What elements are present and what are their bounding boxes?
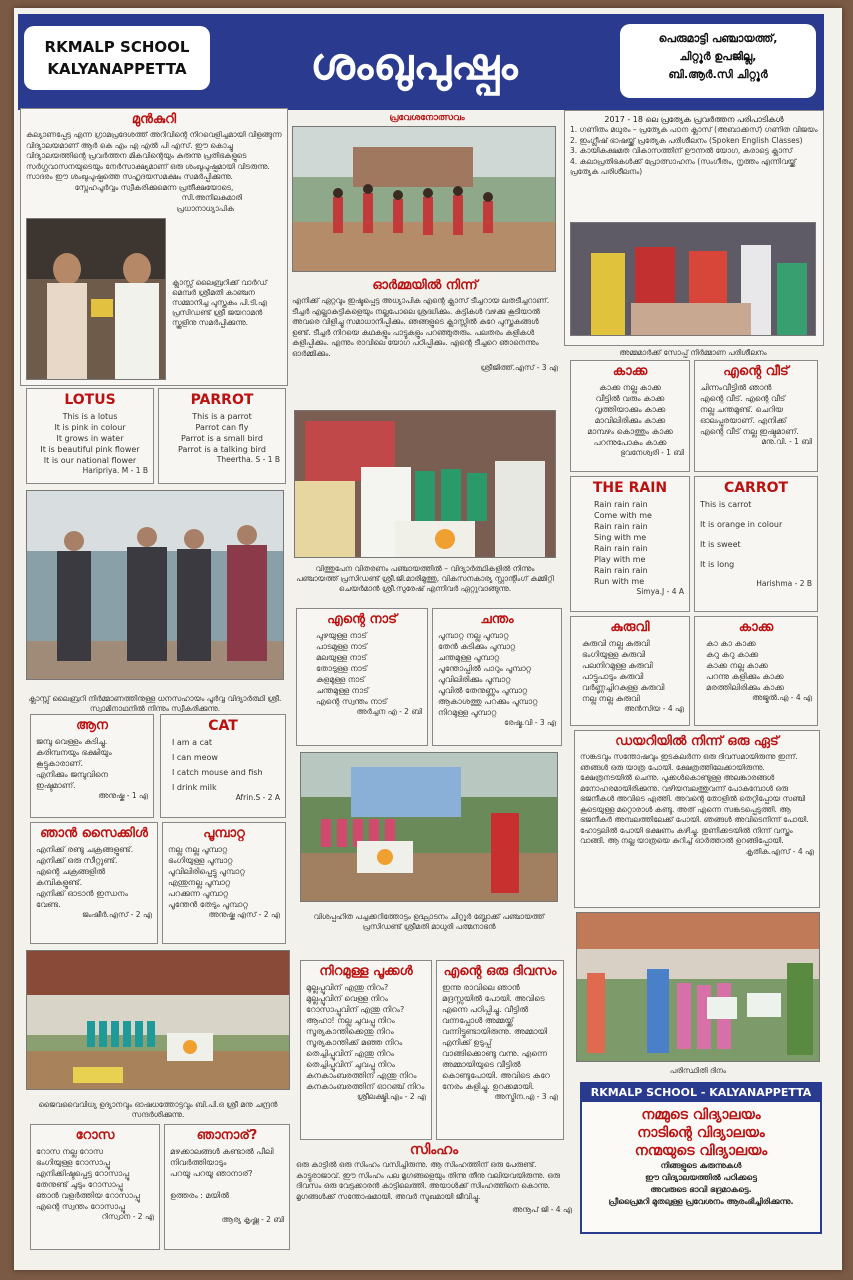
niramulla-pookkal-box bbox=[300, 960, 432, 1140]
ente-veed-lines bbox=[700, 382, 812, 437]
ormayil-title: ഓർമ്മയിൽ നിന്ന് bbox=[372, 278, 478, 293]
poompatta-title: പൂമ്പാറ്റ bbox=[203, 826, 245, 841]
kuruvi-line: വർണ്ണച്ചിറകുള്ള കുരുവി bbox=[582, 683, 665, 692]
lotus-line: It is beautiful pink flower bbox=[40, 445, 140, 454]
slogan-box bbox=[580, 1082, 822, 1234]
poompatta-line: നല്ല നല്ല പൂമ്പാറ്റ bbox=[168, 845, 228, 854]
diary-body: സങ്കടവും സന്തോഷവും ഇടകലർന്ന ഒരു ദിവസമായിരുന്നു ഇന്ന്. ഞങ്ങൾ ഒരു യാത്ര പോയി. ക്ഷേത്രത്തിലേക്കായിരുന്നു. ക്ഷേത്രനടയിൽ ചെന്നു. പൂക്കൾകൊണ്ടുള്ള അലങ്കാരങ്ങൾ മനോഹരമായിരിക്കുന്നു. വഴിയമ്പലത്തുവന്ന് പോകുമ്പോൾ ഒരു ഭജനീകൾ അവിടെ എത്തി. അവന്റെ തോളിൽ തെറ്റിപ്പോയ സഞ്ചി കൂടെയുള്ള മറ്റൊരാൾ കണ്ടു. അത് എന്നെ സങ്കടപ്പെടുത്തി. ആ ഭജനീകർ അമ്പലത്തിലേക്ക് പോയി. ഞങ്ങൾ അവിടെനിന്ന് പോയി. ഹോട്ടലിൽ പോയി ഭക്ഷണം കഴിച്ചു. തുണിക്കടയിൽ നിന്ന് വസ്ത്രം വാങ്ങി. ആ നല്ല യാത്രയെ കുറിച്ച് ഓർത്താൽ ഉറങ്ങിപ്പോയി. bbox=[580, 752, 809, 845]
slogan-header: RKMALP SCHOOL - KALYANAPPETTA bbox=[582, 1084, 820, 1102]
kuruvi-line: ഭംഗിയുള്ള കുരുവി bbox=[582, 650, 646, 659]
vegetable-garden-photo-svg bbox=[301, 753, 558, 902]
biodiversity-park-photo bbox=[26, 950, 290, 1090]
niramulla-pookkal-line: തെച്ചിപ്പൂവിന് ചുവപ്പു നിറം bbox=[306, 1060, 396, 1069]
diary-title: ഡയറിയിൽ നിന്ന് ഒരു ഏട് bbox=[615, 734, 779, 749]
lotus-author: Haripriya. M - 1 B bbox=[82, 466, 148, 475]
chantham-lines bbox=[438, 630, 556, 718]
kaakka2-box bbox=[694, 616, 818, 726]
ente-naad-box bbox=[296, 608, 428, 746]
simham-section bbox=[296, 1142, 572, 1254]
seed-pen-photo-svg bbox=[295, 411, 556, 558]
kaakka1-line: വൃത്തിയാക്കും കാക്ക bbox=[594, 405, 666, 414]
ente-veed-line: എന്റെ വീട് നല്ല ഇഷ്ടമാണ്. bbox=[700, 427, 799, 436]
library-fund-photo bbox=[26, 490, 284, 680]
ente-veed-box bbox=[694, 360, 818, 472]
slogan-line2: നാടിന്റെ വിദ്യാലയം bbox=[637, 1125, 765, 1141]
aana-line: കൂട്ടുകാരാണ്. bbox=[36, 759, 84, 768]
kaakka1-box bbox=[570, 360, 690, 472]
kaakka1-lines bbox=[576, 382, 684, 448]
ente-divasam-line: വാങ്ങിക്കൊണ്ടു വന്നു. എന്നെ bbox=[442, 1049, 548, 1058]
pravesanolsavam-title: പ്രവേശനോത്സവം bbox=[389, 113, 465, 123]
ente-divasam-author: അസ്മിന.എ - 3 എ bbox=[494, 1092, 558, 1101]
njan-cycle-line: വേണ്ട. bbox=[36, 900, 61, 909]
kuruvi-author: അൻസിയ - 4 എ bbox=[624, 704, 684, 713]
njan-cycle-line: എനിക്ക് ഒരു സീറ്റുണ്ട്. bbox=[36, 856, 118, 865]
niramulla-pookkal-title: നിറമുള്ള പൂക്കൾ bbox=[319, 964, 413, 979]
chantham-line: തേൻ കുടിക്കും പൂമ്പാറ്റ bbox=[438, 642, 516, 651]
lotus-line: It is our national flower bbox=[43, 456, 137, 465]
carrot-line: It is long bbox=[700, 560, 735, 569]
poompatta-line: പൂവിലിരിപ്പെട്ടു പൂമ്പാറ്റ bbox=[168, 867, 245, 876]
kuruvi-lines bbox=[576, 638, 684, 704]
rosa-line: തേനുണ്ട് ചുടും റോസാപ്പൂ bbox=[36, 1180, 123, 1189]
niramulla-pookkal-line: സൂര്യകാന്തിക്കെന്തു നിറം bbox=[306, 1027, 394, 1036]
aana-line: കരിമ്പനയും ഭക്ഷിയും bbox=[36, 748, 112, 757]
ente-divasam-line: വന്നിട്ടുണ്ടായിരുന്നു. അമ്മായി bbox=[442, 1027, 548, 1036]
chantham-line: നിറമുള്ള പൂമ്പാറ്റ bbox=[438, 708, 497, 717]
poompatta-line: പറക്കുന്ന പൂമ്പാറ്റ bbox=[168, 889, 229, 898]
ormayil-section bbox=[292, 278, 558, 410]
location-line2: ചിറ്റൂർ ഉപജില്ല, bbox=[679, 50, 757, 63]
ente-veed-line: ചിന്നംവീട്ടിൽ ഞാൻ bbox=[700, 383, 772, 392]
ente-naad-line: ചന്തമുള്ള നാട് bbox=[316, 686, 369, 695]
biodiversity-park-caption: ജൈവവൈവിധ്യ ഉദ്യാനവും ഓഷധത്തോട്ടവും ബി.പി.ഒ ശ്രീ മനു ചന്ദ്രൻ സന്ദർശിക്കുന്നു. bbox=[38, 1100, 278, 1119]
ente-naad-title: എന്റെ നാട് bbox=[327, 612, 397, 627]
poompatta-line: എന്തുനല്ല പൂമ്പാറ്റ bbox=[168, 878, 231, 887]
ente-divasam-line: എന്നെ പഠിപ്പിച്ചു. വീട്ടിൽ bbox=[442, 1005, 529, 1014]
carrot-box bbox=[694, 476, 818, 612]
rain-line: Rain rain rain bbox=[594, 544, 648, 553]
njanaar-lines bbox=[170, 1146, 284, 1201]
ente-veed-title: എന്റെ വീട് bbox=[723, 364, 789, 379]
rain-author: Simya.J - 4 A bbox=[636, 587, 684, 596]
rain-title: THE RAIN bbox=[592, 480, 668, 496]
ormayil-body: എനിക്ക് ഏറ്റവും ഇഷ്ടപ്പെട്ട അധ്യാപിക എന്റെ ക്ലാസ് ടീച്ചറായ ലതടീച്ചറാണ്. ടീച്ചർ എല്ലാകുട്ടികളെയും നല്ലപോലെ ശ്രദ്ധിക്കും. കുട്ടികൾ വഴക്കു കൂടിയാൽ അവരെ വിളിച്ചു സമാധാനിപ്പിക്കും. ഞങ്ങളുടെ ക്ലാസ്സിൽ കുറേ പുസ്തകങ്ങൾ ഉണ്ട്. ടീച്ചർ നിറയെ കഥകളും പാട്ടുകളും പറഞ്ഞുതരും. പലതരം കളികൾ കളിപ്പിക്കും. എന്നും രാവിലെ യോഗ പഠിപ്പിക്കും. എന്റെ ടീച്ചറെ ഞാനെന്നും ഓർമ്മിക്കും. bbox=[292, 296, 550, 358]
kaakka1-line: വീട്ടിൽ വരും കാക്ക bbox=[595, 394, 665, 403]
ente-naad-line: പാടമുള്ള നാട് bbox=[316, 642, 368, 651]
carrot-line: This is carrot bbox=[700, 500, 752, 509]
location-line3: ബി.ആർ.സി ചിറ്റൂർ bbox=[668, 68, 768, 81]
aana-author: അനുഷ്ക - 1 എ bbox=[98, 791, 148, 800]
soap-training-caption: അമ്മമാർക്ക് സോപ്പ് നിർമ്മാണ പരിശീലനം bbox=[619, 348, 767, 357]
njan-cycle-title: ഞാൻ സൈക്കിൾ bbox=[40, 826, 148, 841]
ente-veed-author: മനു.വി. - 1 ബി bbox=[761, 437, 812, 446]
kuruvi-line: പാട്ടുപാടും കുരുവി bbox=[582, 672, 644, 681]
rosa-author: റിസ്വാന - 2 എ bbox=[101, 1212, 154, 1221]
rain-box bbox=[570, 476, 690, 612]
parrot-title: PARROT bbox=[190, 392, 254, 408]
poompatta-line: ഭംഗിയുള്ള പൂമ്പാറ്റ bbox=[168, 856, 233, 865]
slogan-sub4: പ്രീപ്രൈമറി മുതലുള്ള പ്രവേശനം ആരംഭിച്ചിരിക്കുന്നു. bbox=[608, 1197, 794, 1206]
slogan-sub2: ഈ വിദ്യാലയത്തിൽ പഠിക്കട്ടെ bbox=[645, 1173, 757, 1182]
kaakka1-author: ഭുവനേശ്വരി - 1 ബി bbox=[620, 448, 684, 457]
rain-line: Rain rain rain bbox=[594, 566, 648, 575]
niramulla-pookkal-author: ശ്രീലക്ഷ്മി.എം - 2 എ bbox=[357, 1092, 426, 1101]
kuruvi-line: കുരുവി നല്ല കുരുവി bbox=[582, 639, 650, 648]
kaakka2-author: അജ്മൽ.എ - 4 എ bbox=[752, 693, 812, 702]
lotus-box bbox=[26, 388, 154, 484]
ente-divasam-line: നേരം കളിച്ചു. ഉറക്കമായി. bbox=[442, 1082, 535, 1091]
kuruvi-title: കുരുവി bbox=[610, 620, 650, 635]
carrot-author: Harishma - 2 B bbox=[756, 579, 812, 588]
program-item-3: 3. കായികക്ഷമത വികാസത്തിന് ഊന്നൽ യോഗ, കരാട്ടെ ക്ലാസ് bbox=[570, 146, 793, 155]
chantham-box bbox=[432, 608, 562, 746]
njan-cycle-line: എനിക്ക് ഓടാൻ ഇന്ധനം bbox=[36, 889, 128, 898]
carrot-title: CARROT bbox=[723, 480, 789, 496]
program-item-1: 1. ഗണിതം മധുരം – പ്രത്യേക പഠന ക്ലാസ് (അബാക്കസ്) ഗണിത വിജയം bbox=[570, 125, 818, 134]
njanaar-line: പറയൂ പറയൂ ഞാനാര്? bbox=[170, 1169, 253, 1178]
poompatta-lines bbox=[168, 844, 280, 910]
rain-line: Sing with me bbox=[594, 533, 647, 542]
parrot-line: Parrot can fly bbox=[195, 423, 249, 432]
ente-naad-line: പുഴയുള്ള നാട് bbox=[316, 631, 367, 640]
rosa-line: ഭംഗിയുള്ള റോസാപ്പൂ bbox=[36, 1158, 110, 1167]
rosa-title: റോസ bbox=[75, 1128, 115, 1143]
cat-line: I am a cat bbox=[172, 738, 213, 747]
simham-author: അനൂപ് ജി - 4 എ bbox=[512, 1205, 572, 1214]
ormayil-author: ശ്രീജിത്ത്.എസ് - 3 എ bbox=[480, 363, 558, 372]
rosa-line: റോസ നല്ല റോസ bbox=[36, 1147, 104, 1156]
chantham-line: പൂവിൽ തേനുണ്ണും പൂമ്പാറ്റ bbox=[438, 686, 528, 695]
kaakka2-title: കാക്ക bbox=[738, 620, 774, 635]
chantham-line: പൂവിലിരിക്കും പൂമ്പാറ്റ bbox=[438, 675, 511, 684]
rain-lines bbox=[576, 499, 684, 587]
poompatta-box bbox=[162, 822, 286, 944]
chantham-line: പൂമ്പാറ്റ നല്ല പൂമ്പാറ്റ bbox=[438, 631, 509, 640]
rain-line: Rain rain rain bbox=[594, 500, 648, 509]
environment-day-photo-svg bbox=[577, 913, 820, 1062]
poompatta-author: അനുഷ്ക എസ് - 2 എ bbox=[208, 910, 280, 919]
soap-training-photo-svg bbox=[571, 223, 816, 336]
program-item-2: 2. ഇംഗ്ലീഷ് ഭാഷയ്ക്ക് പ്രത്യേക പരിശീലനം (Spoken English Classes) bbox=[570, 135, 803, 145]
diary-box bbox=[574, 730, 820, 908]
library-donation-photo bbox=[26, 218, 166, 380]
library-fund-caption: ക്ലാസ്സ് ലൈബ്രറി നിർമ്മാണത്തിനുള്ള ധനസഹായം പൂർവ്വ വിദ്യാർത്ഥി ശ്രീ. സ്വാമിനാഥനിൽ നിന്നും സ്വീകരിക്കുന്നു. bbox=[28, 694, 282, 713]
cat-box bbox=[160, 714, 286, 818]
njanaar-title: ഞാനാര്? bbox=[196, 1128, 258, 1143]
rain-line: Come with me bbox=[594, 511, 652, 520]
rosa-line: എന്റെ സ്വന്തം റോസാപ്പൂ bbox=[36, 1202, 126, 1211]
slogan-line1: നമ്മുടെ വിദ്യാലയം bbox=[641, 1107, 761, 1123]
chantham-line: ആകാശത്തു പറക്കും പൂമ്പാറ്റ bbox=[438, 697, 538, 706]
njan-cycle-box bbox=[30, 822, 158, 944]
parrot-line: Parrot is a talking bird bbox=[178, 445, 266, 454]
kaakka2-line: കറു കറു കാക്ക bbox=[706, 650, 759, 659]
njanaar-box bbox=[164, 1124, 290, 1250]
rosa-line: എനിക്കിഷ്ടപ്പെട്ട റോസാപ്പൂ bbox=[36, 1169, 130, 1178]
rain-line: Run with me bbox=[594, 577, 645, 586]
aana-lines bbox=[36, 736, 148, 791]
location-line1: പെരുമാട്ടി പഞ്ചായത്ത്, bbox=[658, 32, 778, 45]
simham-body: ഒരു കാട്ടിൽ ഒരു സിംഹം വസിച്ചിരുന്നു. ആ സിംഹത്തിന് ഒരു പേരുണ്ട്. കാട്ടുരാജാവ്. ഈ സിംഹം പല മൃഗങ്ങളെയും തിന്നു തീനു വലിയവയിരുന്നു. ഒരു ദിവസം ഒരു വേട്ടക്കാരൻ കാട്ടിലെത്തി. അയാൾക്ക് സിംഹത്തിനെ കൊന്നു. മൃഗങ്ങൾക്ക് സന്തോഷമായി. അവർ സുഖമായി ജീവിച്ചു. bbox=[296, 1160, 560, 1201]
chantham-author: രേഷ്മ.വി - 3 എ bbox=[504, 718, 556, 727]
soap-training-photo bbox=[570, 222, 816, 336]
kaakka1-line: മാമ്പഴം കൊത്തും കാക്ക bbox=[587, 427, 673, 436]
kuruvi-box bbox=[570, 616, 690, 726]
kaakka1-line: കാക്ക നല്ല കാക്ക bbox=[599, 383, 661, 392]
environment-day-photo bbox=[576, 912, 820, 1062]
parrot-box bbox=[158, 388, 286, 484]
lotus-line: This is a lotus bbox=[62, 412, 118, 421]
chantham-line: ചന്തമുള്ള പൂമ്പാറ്റ bbox=[438, 653, 500, 662]
niramulla-pookkal-line: കനകാംബരത്തിന് ഓറഞ്ച് നിറം bbox=[306, 1082, 425, 1091]
seed-pen-caption: വിത്തുപേന വിതരണം പഞ്ചായത്തിൽ – വിദ്യാർത്ഥികളിൽ നിന്നും പഞ്ചായത്ത് പ്രസിഡണ്ട് ശ്രീ.ജി.മാരിമുത്തു, വികസനകാര്യ സ്റ്റാന്റിംഗ് കമ്മിറ്റി ചെയർമാൻ ശ്രീ.സുരേഷ് എന്നിവർ ഏറ്റുവാങ്ങുന്നു. bbox=[296, 564, 554, 593]
school-name-box bbox=[24, 26, 210, 90]
ente-veed-line: എന്റെ വീട്. എന്റെ വീട് bbox=[700, 394, 786, 403]
njan-cycle-line: എനിക്ക് രണ്ടു ചക്രങ്ങളുണ്ട്. bbox=[36, 845, 134, 854]
rosa-lines bbox=[36, 1146, 154, 1212]
aana-line: ഇഷ്ടമാണ്. bbox=[36, 781, 76, 790]
niramulla-pookkal-line: കനകാംബരത്തിന് എന്തു നിറം bbox=[306, 1071, 417, 1080]
ente-naad-line: തോടുള്ള നാട് bbox=[316, 664, 368, 673]
parrot-line: This is a parrot bbox=[192, 412, 252, 421]
programs-title: 2017 - 18 ലെ പ്രത്യേക പ്രവർത്തന പരിപാടികൾ bbox=[604, 115, 784, 124]
aana-line: എനിക്കും ജമ്പുവിനെ bbox=[36, 770, 109, 779]
editorial-signer: സി.അനിലകുമാരി bbox=[181, 193, 242, 202]
ente-divasam-line: മദ്രസ്സയിൽ പോയി. അവിടെ bbox=[442, 994, 545, 1003]
slogan-line3: നന്മയുടെ വിദ്യാലയം bbox=[634, 1143, 768, 1159]
ente-naad-line: കുളമുള്ള നാട് bbox=[316, 675, 365, 684]
kaakka2-line: പറന്നു കളിക്കും കാക്ക bbox=[706, 672, 784, 681]
njan-cycle-line: എന്റെ ചക്രങ്ങളിൽ bbox=[36, 867, 106, 876]
aana-box bbox=[30, 714, 154, 818]
njanaar-line: നിവർത്തിയാടും bbox=[170, 1158, 227, 1167]
library-donation-photo-svg bbox=[27, 219, 166, 380]
niramulla-pookkal-line: തെച്ചിപ്പൂവിന് എന്തു നിറം bbox=[306, 1049, 395, 1058]
kaakka2-line: കാക്ക നല്ല കാക്ക bbox=[706, 661, 768, 670]
niramulla-pookkal-line: ആഹാ! നല്ല ചുവപ്പു നിറം bbox=[306, 1016, 395, 1025]
program-item-4: 4. കലാപ്രതിഭകൾക്ക് പ്രോത്സാഹനം (സംഗീതം, നൃത്തം എന്നിവയ്ക്ക് പ്രത്യേക പരിശീലനം) bbox=[570, 156, 797, 176]
ente-veed-line: നല്ല ചന്തമുണ്ട്. ചെറിയ bbox=[700, 405, 784, 414]
cat-line: I catch mouse and fish bbox=[172, 768, 263, 777]
poompatta-line: പൂന്തേൻ തേടും പൂമ്പാറ്റ bbox=[168, 900, 248, 909]
biodiversity-park-photo-svg bbox=[27, 951, 290, 1090]
kaakka2-line: കാ കാ കാക്ക bbox=[706, 639, 756, 648]
ente-divasam-title: എന്റെ ഒരു ദിവസം bbox=[443, 964, 557, 979]
vegetable-garden-photo bbox=[300, 752, 558, 902]
ente-divasam-line: ഇന്നു രാവിലെ ഞാൻ bbox=[442, 983, 520, 992]
pravesanolsavam-photo-svg bbox=[293, 127, 556, 272]
library-donation-caption: ക്ലാസ്സ് ലൈബ്രറിക്ക് വാർഡ് മെമ്പർ ശ്രീമതി കാഞ്ചന സമ്മാനിച്ച പുസ്തകം പി.ടി.എ പ്രസിഡണ്ട് ശ്രീ ജയറാമൻ സ്കൂളിനു സമർപ്പിക്കുന്നു. bbox=[172, 278, 268, 327]
cat-title: CAT bbox=[208, 718, 238, 734]
njanaar-answer: ഉത്തരം : മയിൽ bbox=[170, 1191, 229, 1200]
kuruvi-line: നല്ല നല്ല കുരുവി bbox=[582, 694, 640, 703]
lotus-line: It is pink in colour bbox=[54, 423, 126, 432]
rain-line: Play with me bbox=[594, 555, 646, 564]
cat-line: I drink milk bbox=[172, 783, 217, 792]
ente-naad-author: അർച്ചന എ - 2 ബി bbox=[356, 707, 422, 716]
ente-veed-line: ഓലപ്പുരയാണ്. എനിക്ക് bbox=[700, 416, 787, 425]
kaakka1-line: മാവിലിരിക്കും കാക്ക bbox=[594, 416, 666, 425]
cat-author: Afrin.S - 2 A bbox=[235, 793, 280, 802]
rosa-line: ഞാൻ വളർത്തിയ റോസാപ്പൂ bbox=[36, 1191, 140, 1200]
rain-line: Rain rain rain bbox=[594, 522, 648, 531]
njanaar-author: ആര്യ കൃഷ്ണ - 2 ബി bbox=[221, 1215, 284, 1224]
ente-divasam-lines bbox=[442, 982, 558, 1092]
editorial-signer-role: പ്രധാനാധ്യാപിക bbox=[176, 203, 234, 213]
njan-cycle-line: കമ്പികളുണ്ട്. bbox=[36, 878, 83, 887]
kuruvi-line: പലനിറമുള്ള കുരുവി bbox=[582, 661, 653, 670]
slogan-sub1: നിങ്ങളുടെ കുരുന്നുകൾ bbox=[660, 1161, 742, 1170]
niramulla-pookkal-lines bbox=[306, 982, 426, 1092]
ente-naad-line: എന്റെ സ്വന്തം നാട് bbox=[316, 697, 388, 706]
editorial-title: മുൻകുറി bbox=[131, 112, 177, 127]
kaakka1-line: പറന്നുപോകും കാക്ക bbox=[593, 438, 667, 447]
ente-divasam-line: എനിക്ക് ഉടുപ്പ് bbox=[442, 1038, 492, 1047]
lotus-title: LOTUS bbox=[64, 392, 116, 408]
aana-title: ആന bbox=[76, 718, 108, 733]
carrot-line: It is orange in colour bbox=[700, 520, 783, 529]
kaakka2-line: മരത്തിലിരിക്കും കാക്ക bbox=[706, 683, 784, 692]
chantham-line: പൂന്തോപ്പിൽ പാറും പൂമ്പാറ്റ bbox=[438, 664, 531, 673]
school-name-line2: KALYANAPPETTA bbox=[47, 60, 187, 78]
njan-cycle-lines bbox=[36, 844, 152, 910]
carrot-lines bbox=[700, 499, 812, 570]
diary-author: കൃതിക.എസ് - 4 എ bbox=[745, 846, 814, 856]
niramulla-pookkal-line: റോസാപ്പൂവിന് എന്തു നിറം? bbox=[306, 1005, 405, 1014]
niramulla-pookkal-line: സൂര്യകാന്തിക്ക് മഞ്ഞ നിറം bbox=[306, 1038, 403, 1047]
njan-cycle-author: ജംഷീർ.എസ് - 2 എ bbox=[82, 910, 152, 919]
ente-divasam-line: വന്നപ്പോൾ അമ്മയ്ക്ക് bbox=[442, 1016, 514, 1025]
simham-title: സിംഹം bbox=[409, 1142, 459, 1158]
newspaper-sheet bbox=[14, 8, 842, 1270]
cat-lines bbox=[166, 737, 280, 793]
environment-day-caption: പരിസ്ഥിതി ദിനം bbox=[669, 1066, 727, 1075]
aana-line: ജമ്പു വെള്ളം കുടിച്ചു. bbox=[36, 737, 108, 746]
library-fund-photo-svg bbox=[27, 491, 284, 680]
njanaar-line bbox=[170, 1179, 284, 1190]
slogan-sub3: അവരുടെ ഭാവി ഭദ്രമാകട്ടെ. bbox=[650, 1185, 752, 1194]
niramulla-pookkal-line: മുല്ലപ്പൂവിന് എന്തു നിറം? bbox=[306, 983, 389, 992]
lotus-line: It grows in water bbox=[56, 434, 124, 443]
cat-line: I can meow bbox=[172, 753, 218, 762]
ente-naad-lines bbox=[302, 630, 422, 707]
masthead-title: ശംഖുപുഷ്പം bbox=[310, 39, 518, 90]
kaakka1-title: കാക്ക bbox=[612, 364, 648, 379]
ente-naad-line: മലയുള്ള നാട് bbox=[316, 653, 367, 662]
njanaar-line: മഴക്കാലങ്ങൾ കണ്ടാൽ പീലി bbox=[170, 1147, 274, 1156]
parrot-author: Theertha. S - 1 B bbox=[216, 455, 280, 464]
editorial-body: കല്യാണപ്പേട്ട എന്ന ഗ്രാമപ്രദേശത്ത് അറിവിന്റെ നിറവെളിച്ചമായി വിളങ്ങുന്ന വിദ്യാലയമാണ് ആർ കെ എം എ എൽ പി എസ്. ഈ കൊച്ചു വിദ്യാലയത്തിന്റെ പ്രവർത്തന മികവിന്റെയും കുരുന്നു പ്രതിഭകളുടെ സർഗ്ഗവാസനയുടെയും നേർസാക്ഷ്യമാണ് ഒരു ശംഖുപുഷ്പമായി വിടരുന്നു. സാദരം ഈ ശംഖുപുഷ്പത്തെ സഹൃദയസമക്ഷം സമർപ്പിക്കുന്നു. bbox=[26, 130, 282, 181]
ente-divasam-box bbox=[436, 960, 564, 1140]
location-box bbox=[620, 24, 816, 98]
school-name-line1: RKMALP SCHOOL bbox=[44, 38, 190, 56]
seed-pen-photo bbox=[294, 410, 556, 558]
carrot-line: It is sweet bbox=[700, 540, 741, 549]
rosa-box bbox=[30, 1124, 160, 1250]
parrot-line: Parrot is a small bird bbox=[181, 434, 263, 443]
kaakka2-lines bbox=[700, 638, 812, 693]
ente-divasam-line: അമ്മായിയുടെ വീട്ടിൽ bbox=[442, 1060, 521, 1069]
parrot-lines bbox=[164, 411, 280, 455]
editorial-closing: സ്നേഹപൂർവ്വം സ്വീകരിക്കുമെന്ന പ്രതീക്ഷയോടെ, bbox=[74, 182, 234, 192]
chantham-title: ചന്തം bbox=[480, 612, 514, 627]
niramulla-pookkal-line: മുല്ലപ്പൂവിന് വെള്ള നിറം bbox=[306, 994, 388, 1003]
vegetable-garden-caption: വിശപ്പഹിത പച്ചക്കറിത്തോട്ടം ഉദ്ഘാടനം ചിറ്റൂർ ബ്ലോക്ക് പഞ്ചായത്ത് പ്രസിഡണ്ട് ശ്രീമതി മാധുരി പത്മനാഭൻ bbox=[313, 912, 545, 931]
ente-divasam-line: കൊണ്ടുപോയി. അവിടെ കുറേ bbox=[442, 1071, 550, 1080]
pravesanolsavam-photo bbox=[292, 126, 556, 272]
lotus-lines bbox=[32, 411, 148, 466]
